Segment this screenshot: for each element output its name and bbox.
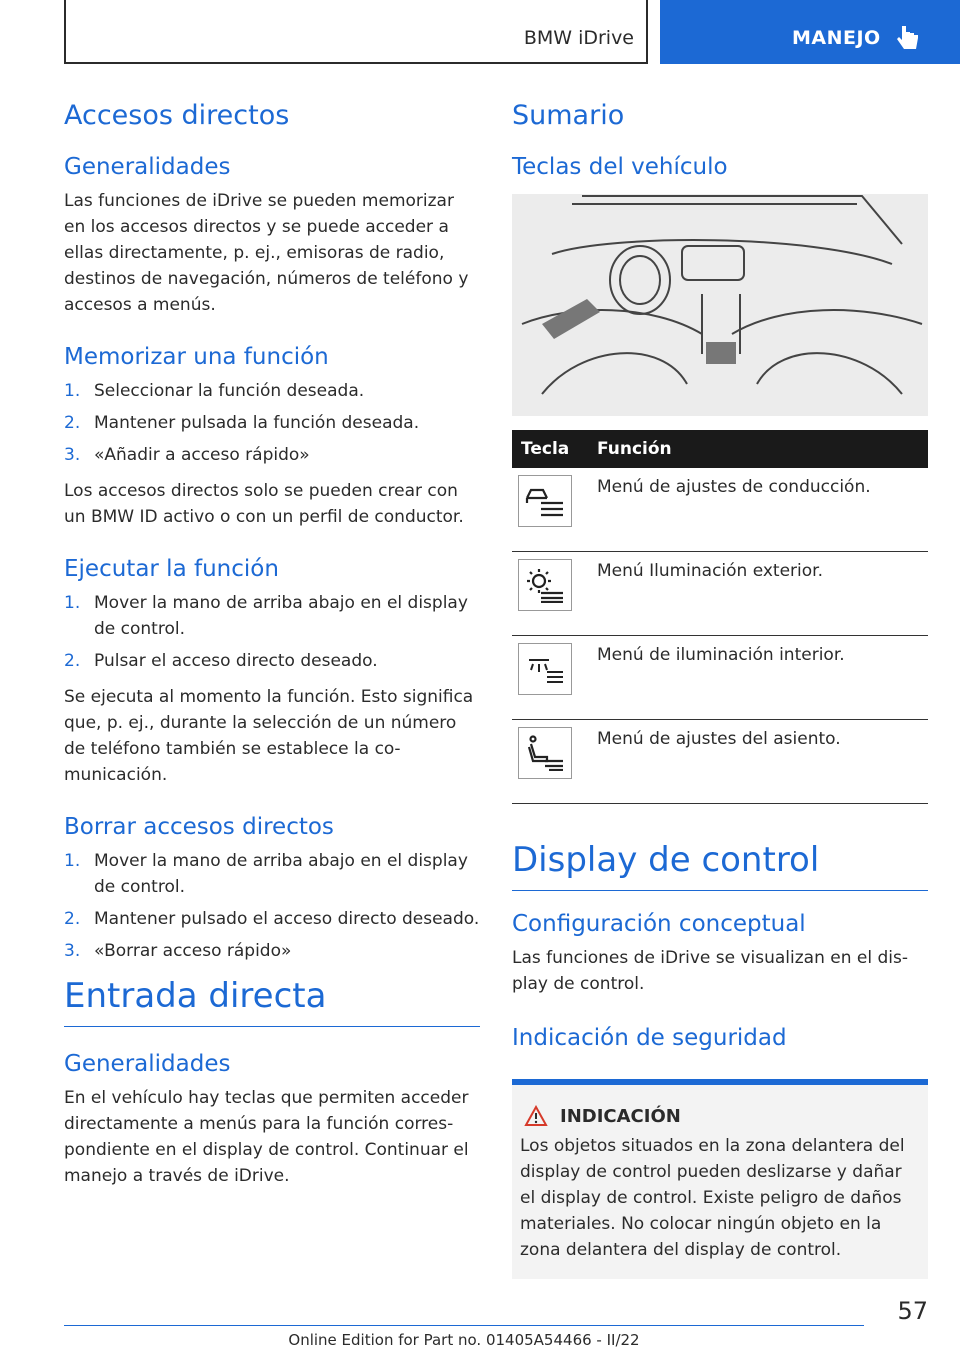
step-text: Mantener pulsado el acceso directo deseado. [94, 909, 480, 929]
paragraph-memorizar-note: Los accesos directos solo se pueden crear con un BMW ID activo o con un perfil de conductor. [64, 481, 464, 527]
list-item [64, 410, 480, 436]
step-number: 3. [64, 445, 81, 465]
section-title-sumario: Sumario [512, 100, 625, 131]
table-row [512, 468, 928, 552]
table-row [512, 636, 928, 720]
warning-title: INDICACIÓN [560, 1105, 681, 1127]
page-number: 57 [897, 1297, 928, 1325]
subsection-title-memorizar: Memorizar una función [64, 344, 329, 370]
exterior-light-icon [518, 559, 572, 611]
step-number: 3. [64, 941, 81, 961]
list-item [64, 648, 480, 674]
section-title-entrada-directa: Entrada directa [64, 974, 480, 1027]
subsection-title-teclas: Teclas del vehículo [512, 154, 728, 180]
header-section-tab [660, 0, 960, 64]
step-number: 1. [64, 381, 81, 401]
warning-text: Los objetos situados en la zona delantera del display de control pueden deslizarse y dañar el display de control. Existe peligro de daños materiales. No colocar ningún objeto en la zona delantera del display de control. [520, 1136, 905, 1260]
list-item [64, 378, 480, 404]
subsection-title-configuracion: Configuración conceptual [512, 911, 806, 937]
step-text: Mover la mano de arriba abajo en el display de control. [94, 593, 468, 639]
function-cell: Menú de ajustes del asiento. [597, 720, 928, 804]
list-item [64, 848, 480, 900]
header-section-label: MANEJO [792, 27, 881, 49]
warning-title-row [520, 1105, 920, 1127]
step-text: Seleccionar la función deseada. [94, 381, 365, 401]
section-title-accesos: Accesos directos [64, 100, 290, 131]
subsection-title-seguridad: Indicación de seguridad [512, 1025, 787, 1051]
subsection-title-generalidades-2: Generalidades [64, 1051, 231, 1077]
key-cell [512, 636, 597, 720]
paragraph-generalidades: Las funciones de iDrive se pueden memorizar en los accesos directos y se puede acceder a ellas directamente, p. ej., emisoras de radio, destinos de navegación, números de teléfono y accesos a menús. [64, 191, 469, 315]
warning-triangle-icon [524, 1105, 548, 1127]
step-number: 1. [64, 593, 81, 613]
list-item [64, 906, 480, 932]
step-text: Pulsar el acceso directo deseado. [94, 651, 378, 671]
function-cell: Menú de ajustes de conducción. [597, 468, 928, 552]
key-cell [512, 552, 597, 636]
step-number: 2. [64, 413, 81, 433]
key-cell [512, 720, 597, 804]
steps-memorizar [64, 378, 480, 468]
list-item [64, 442, 480, 468]
hand-pointer-icon [896, 24, 920, 52]
table-row [512, 720, 928, 804]
header-chapter-label: BMW iDrive [523, 27, 634, 49]
keys-table [512, 430, 928, 804]
paragraph-generalidades-2: En el vehículo hay teclas que permiten acceder directamente a menús para la función correspondiente en el display de control. Continuar el manejo a través de iDrive. [64, 1088, 469, 1186]
step-number: 1. [64, 851, 81, 871]
driving-settings-icon [518, 475, 572, 527]
step-text: Mantener pulsada la función deseada. [94, 413, 420, 433]
interior-light-icon [518, 643, 572, 695]
step-number: 2. [64, 909, 81, 929]
car-interior-illustration [512, 194, 928, 416]
column-header-function: Función [597, 430, 928, 468]
steps-borrar [64, 848, 480, 964]
function-cell: Menú de iluminación interior. [597, 636, 928, 720]
subsection-title-generalidades: Generalidades [64, 154, 231, 180]
seat-settings-icon [518, 727, 572, 779]
step-text: Mover la mano de arriba abajo en el display de control. [94, 851, 468, 897]
right-column [512, 98, 928, 1279]
step-text: «Borrar acceso rápido» [94, 941, 292, 961]
paragraph-ejecutar-note: Se ejecuta al momento la función. Esto significa que, p. ej., durante la selección de un número de teléfono también se establece la comunicación. [64, 687, 474, 785]
column-header-key: Tecla [512, 430, 597, 468]
warning-box [512, 1079, 928, 1279]
list-item [64, 938, 480, 964]
section-title-display-control: Display de control [512, 838, 928, 891]
step-text: «Añadir a acceso rápido» [94, 445, 310, 465]
steps-ejecutar [64, 590, 480, 674]
key-cell [512, 468, 597, 552]
dashboard-illustration [512, 194, 928, 416]
subsection-title-borrar: Borrar accesos directos [64, 814, 334, 840]
list-item [64, 590, 480, 642]
table-row [512, 552, 928, 636]
step-number: 2. [64, 651, 81, 671]
paragraph-configuracion: Las funciones de iDrive se visualizan en el display de control. [512, 948, 909, 994]
footer-edition: Online Edition for Part no. 01405A54466 - II/22 [288, 1331, 640, 1349]
left-column [64, 98, 480, 1199]
header-chapter-box [64, 0, 648, 64]
footer-divider [64, 1325, 864, 1326]
table-header-row [512, 430, 928, 468]
subsection-title-ejecutar: Ejecutar la función [64, 556, 279, 582]
function-cell: Menú Iluminación exterior. [597, 552, 928, 636]
